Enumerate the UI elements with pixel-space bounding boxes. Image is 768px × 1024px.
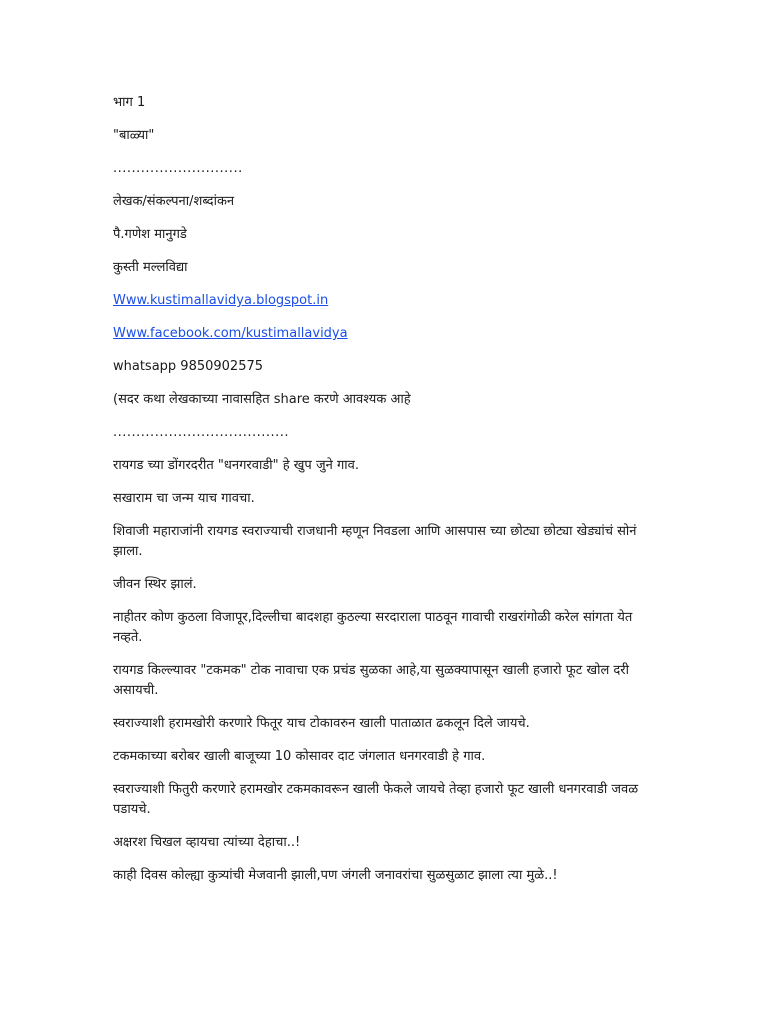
blog-link-line [113,291,658,311]
separator-dots: ...................................... [113,425,290,440]
facebook-link[interactable]: Www.facebook.com/kustimallavidya [113,326,348,341]
paragraph: अक्षरश चिखल व्हायचा त्यांच्या देहाचा..! [113,835,301,850]
document-body [113,93,658,899]
separator-dots: ............................ [113,161,243,176]
paragraph: रायगड च्या डोंगरदरीत "धनगरवाडी" हे खुप जुने गाव. [113,458,359,473]
blog-link[interactable]: Www.kustimallavidya.blogspot.in [113,293,329,308]
share-note: (सदर कथा लेखकाच्या नावासहित share करणे आवश्यक आहे [113,392,411,407]
credit-label: लेखक/संकल्पना/शब्दांकन [113,194,235,209]
paragraph: टकमकाच्या बरोबर खाली बाजूच्या 10 कोसावर दाट जंगलात धनगरवाडी हे गाव. [113,749,486,764]
paragraph: स्वराज्याशी हरामखोरी करणारे फितूर याच टोकावरुन खाली पाताळात ढकलून दिले जायचे. [113,716,530,731]
paragraph: काही दिवस कोल्ह्या कुत्र्यांची मेजवानी झाली,पण जंगली जनावरांचा सुळसुळाट झाला त्या मुळे..! [113,868,558,883]
paragraph: स्वराज्याशी फितुरी करणारे हरामखोर टकमकावरून खाली फेकले जायचे तेव्हा हजारो फूट खाली धनगरवाडी जवळ पडायचे. [113,782,643,817]
paragraph: रायगड किल्ल्यावर "टकमक" टोक नावाचा एक प्रचंड सुळका आहे,या सुळक्यापासून खाली हजारो फूट खोल दरी असायची. [113,663,634,698]
author-name: पै.गणेश मानुगडे [113,227,187,242]
story-title: "बाळ्या" [113,128,155,143]
paragraph: नाहीतर कोण कुठला विजापूर,दिल्लीचा बादशहा कुठल्या सरदाराला पाठवून गावाची राखरांगोळी करेल सांगता येत नव्हते. [113,610,637,645]
paragraph: जीवन स्थिर झालं. [113,577,197,592]
paragraph: शिवाजी महाराजांनी रायगड स्वराज्याची राजधानी म्हणून निवडला आणि आसपास च्या छोट्या छोट्या खेड्यांचं सोनं झाला. [113,524,641,559]
part-number: भाग 1 [113,95,146,110]
whatsapp-number: whatsapp 9850902575 [113,359,264,374]
organization-name: कुस्ती मल्लविद्या [113,260,188,275]
facebook-link-line [113,324,658,344]
paragraph: सखाराम चा जन्म याच गावचा. [113,491,255,506]
